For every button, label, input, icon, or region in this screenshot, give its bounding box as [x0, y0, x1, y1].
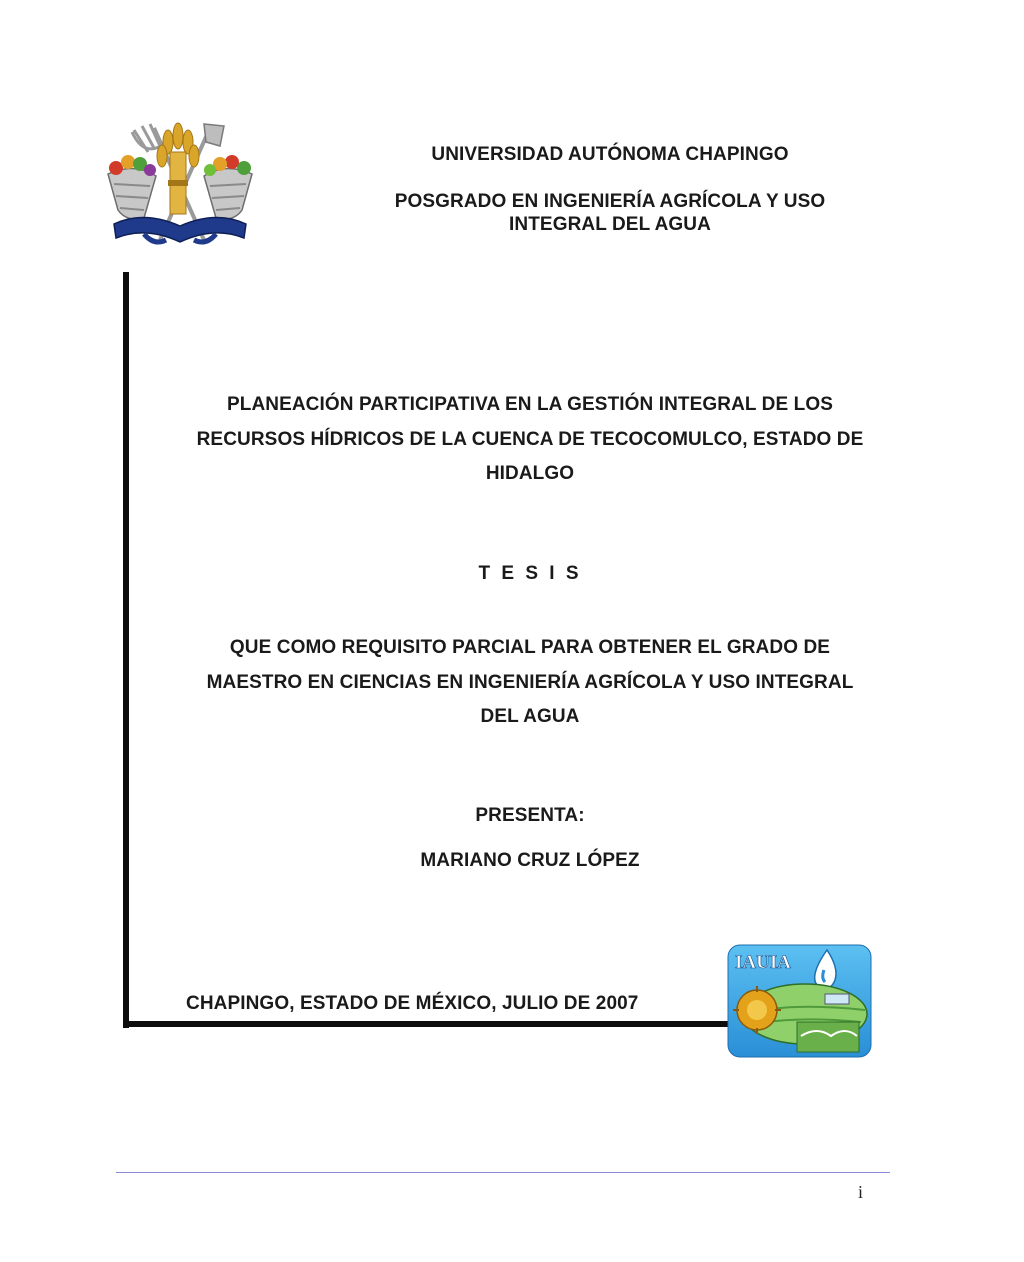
degree-statement-line: QUE COMO REQUISITO PARCIAL PARA OBTENER EL GRADO DE: [229, 637, 831, 658]
degree-statement: [160, 631, 900, 735]
iauia-logo: [727, 944, 872, 1058]
thesis-title-line: HIDALGO: [485, 463, 575, 484]
university-name: UNIVERSIDAD AUTÓNOMA CHAPINGO: [431, 144, 789, 165]
author-name: MARIANO CRUZ LÓPEZ: [420, 850, 640, 871]
frame-vertical-bar: [123, 272, 129, 1028]
iauia-logo-text: IAUIA: [735, 952, 791, 973]
presenter-label: PRESENTA:: [475, 805, 585, 826]
document-type-label: T E S I S: [478, 563, 582, 584]
program-name-line: INTEGRAL DEL AGUA: [509, 214, 711, 235]
footer-divider: [116, 1172, 890, 1173]
degree-statement-line: MAESTRO EN CIENCIAS EN INGENIERÍA AGRÍCOLA Y USO INTEGRAL: [206, 671, 854, 693]
thesis-title: [160, 388, 900, 492]
thesis-title-line: RECURSOS HÍDRICOS DE LA CUENCA DE TECOCOMULCO, ESTADO DE: [196, 428, 864, 450]
uach-emblem-logo: [104, 122, 256, 250]
program-name-line: POSGRADO EN INGENIERÍA AGRÍCOLA Y USO: [394, 191, 826, 212]
page-number: i: [858, 1182, 864, 1202]
place-date: CHAPINGO, ESTADO DE MÉXICO, JULIO DE 2007: [186, 993, 639, 1014]
frame-horizontal-bar: [123, 1021, 735, 1027]
program-name: [360, 190, 860, 236]
degree-statement-line: DEL AGUA: [480, 706, 580, 727]
thesis-title-line: PLANEACIÓN PARTICIPATIVA EN LA GESTIÓN INTEGRAL DE LOS: [226, 394, 834, 415]
